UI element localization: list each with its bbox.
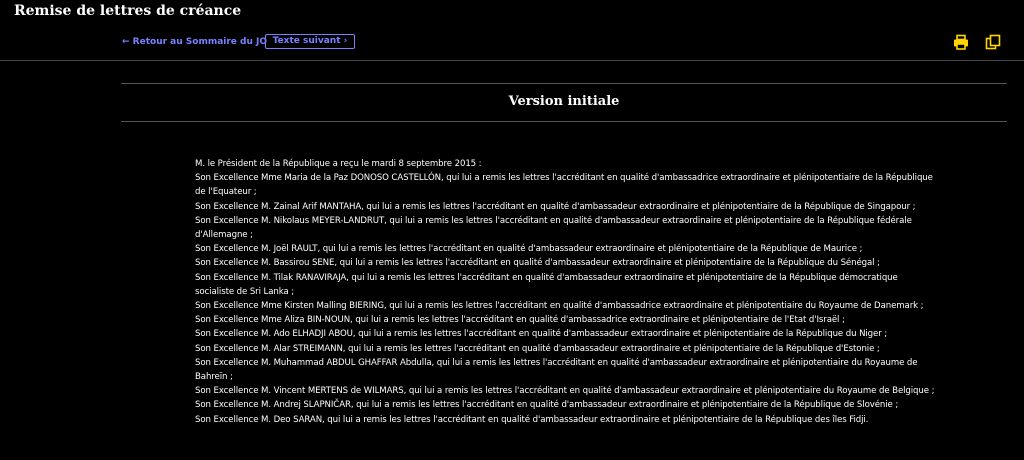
content-line: Son Excellence M. Andrej SLAPNIČAR, qui lui a remis les lettres l'accréditant en qualité d'ambassadeur extraordinaire et plénipotentiaire de la République de Slovénie ; (195, 400, 899, 411)
content-line: Son Excellence Mme Kirsten Malling BIERING, qui lui a remis les lettres l'accréditant en qualité d'ambassadrice extraordinaire et plénipotentiaire du Royaume de Danemark ; (195, 301, 924, 312)
page-title: Remise de lettres de créance (14, 3, 242, 19)
version-divider-bottom (121, 121, 1007, 122)
header-divider (0, 60, 1024, 61)
article-content (195, 157, 935, 427)
content-line: Son Excellence Mme Aliza BIN-NOUN, qui lui a remis les lettres l'accréditant en qualité d'ambassadrice extraordinaire et plénipotentiaire de l'Etat d'Israël ; (195, 315, 845, 326)
content-line: Son Excellence Mme Maria de la Paz DONOSO CASTELLÓN, qui lui a remis les lettres l'accréditant en qualité d'ambassadrice extraordinaire et plénipotentiaire de la République de l'Equateur ; (195, 173, 933, 198)
content-line: Son Excellence M. Vincent MERTENS de WILMARS, qui lui a remis les lettres l'accréditant en qualité d'ambassadeur extraordinaire et plénipotentiaire du Royaume de Belgique ; (195, 386, 935, 397)
content-line: Son Excellence M. Muhammad ABDUL GHAFFAR Abdulla, qui lui a remis les lettres l'accréditant en qualité d'ambassadeur extraordinaire et plénipotentiaire du Royaume de Bahreïn ; (195, 357, 918, 383)
content-line: Son Excellence M. Ado ELHADJI ABOU, qui lui a remis les lettres l'accréditant en qualité d'ambassadeur extraordinaire et plénipotentiaire de la République du Niger ; (195, 329, 888, 340)
next-text-button[interactable]: Texte suivant › (265, 34, 355, 49)
back-to-summary-link[interactable]: ← Retour au Sommaire du JO (122, 37, 268, 47)
content-line: Son Excellence M. Nikolaus MEYER-LANDRUT, qui lui a remis les lettres l'accréditant en qualité d'ambassadeur extraordinaire et plénipotentiaire de la République fédérale d'Allemagne ; (195, 215, 912, 241)
content-line: Son Excellence M. Deo SARAN, qui lui a remis les lettres l'accréditant en qualité d'ambassadeur extraordinaire et plénipotentiaire de la République des îles Fidji. (195, 414, 869, 425)
content-line: Son Excellence M. Tilak RANAVIRAJA, qui lui a remis les lettres l'accréditant en qualité d'ambassadeur extraordinaire et plénipotentiaire de la République démocratique socialiste de Sri Lanka ; (195, 272, 898, 297)
version-title: Version initiale (508, 94, 620, 109)
version-divider-top (121, 83, 1007, 84)
content-line: Son Excellence M. Joël RAULT, qui lui a remis les lettres l'accréditant en qualité d'ambassadeur extraordinaire et plénipotentiaire de la République de Maurice ; (195, 244, 863, 255)
content-line: M. le Président de la République a reçu le mardi 8 septembre 2015 : (195, 159, 482, 169)
content-line: Son Excellence M. Bassirou SENE, qui lui a remis les lettres l'accréditant en qualité d'ambassadeur extraordinaire et plénipotentiaire de la République du Sénégal ; (195, 258, 880, 269)
copy-icon[interactable] (985, 34, 1001, 50)
print-icon[interactable] (953, 34, 969, 50)
content-line: Son Excellence M. Alar STREIMANN, qui lui a remis les lettres l'accréditant en qualité d'ambassadeur extraordinaire et plénipotentiaire de la République d'Estonie ; (195, 343, 880, 354)
content-line: Son Excellence M. Zainal Arif MANTAHA, qui lui a remis les lettres l'accréditant en qualité d'ambassadeur extraordinaire et plénipotentiaire de la République de Singapour ; (195, 201, 916, 212)
